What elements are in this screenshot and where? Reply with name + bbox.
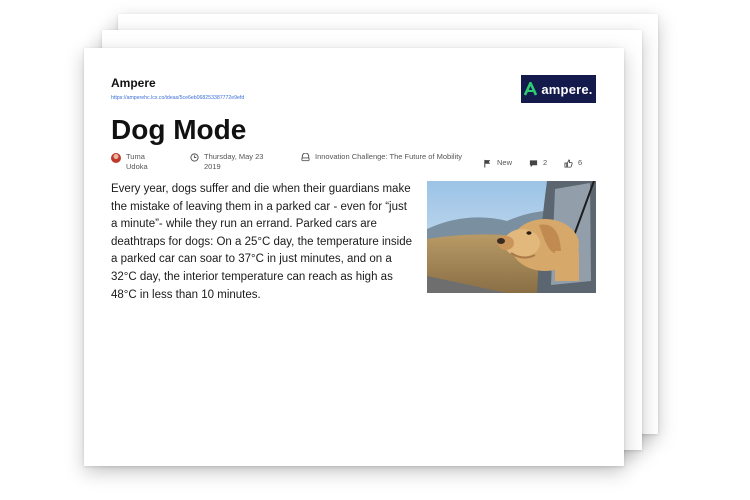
status-badge [483,158,512,168]
like-button[interactable] [564,158,582,168]
comments-button[interactable] [529,158,547,168]
author-meta[interactable] [111,152,166,172]
page-title: Dog Mode [111,114,247,145]
comment-count: 2 [543,158,548,167]
logo-mark-icon [524,82,537,96]
like-count: 6 [578,158,583,167]
idea-url[interactable]: https://amperehc.lcx.co/ideas/5ce6eb068253387772e9efd [111,95,245,101]
logo-text: ampere. [541,81,593,97]
idea-page [84,48,624,466]
challenge-meta[interactable] [301,152,465,162]
avatar [111,153,121,163]
comment-icon [529,159,538,168]
author-name: Tuma Udoka [126,152,148,171]
post-date: Thursday, May 23 2019 [204,152,264,171]
dog-in-car-photo [427,181,596,293]
flag-icon [483,159,492,168]
idea-icon [301,153,310,162]
status-label: New [497,158,513,167]
thumbs-up-icon [564,159,573,168]
challenge-name: Innovation Challenge: The Future of Mobility [315,152,463,161]
idea-description: Every year, dogs suffer and die when their guardians make the mistake of leaving them in a parked car - even for “just a minute”- while they run an errand. Parked cars are deathtraps for dogs: On a 25°C day, the temperature inside a parked car can soar to 37°C in just minutes, and on a 32°C day, the interior temperature can reach as high as 48°C in less than 10 minutes. [111,183,413,301]
date-meta [190,152,274,172]
clock-icon [190,153,199,162]
ampere-logo [521,75,596,103]
brand-name: Ampere [111,76,156,90]
